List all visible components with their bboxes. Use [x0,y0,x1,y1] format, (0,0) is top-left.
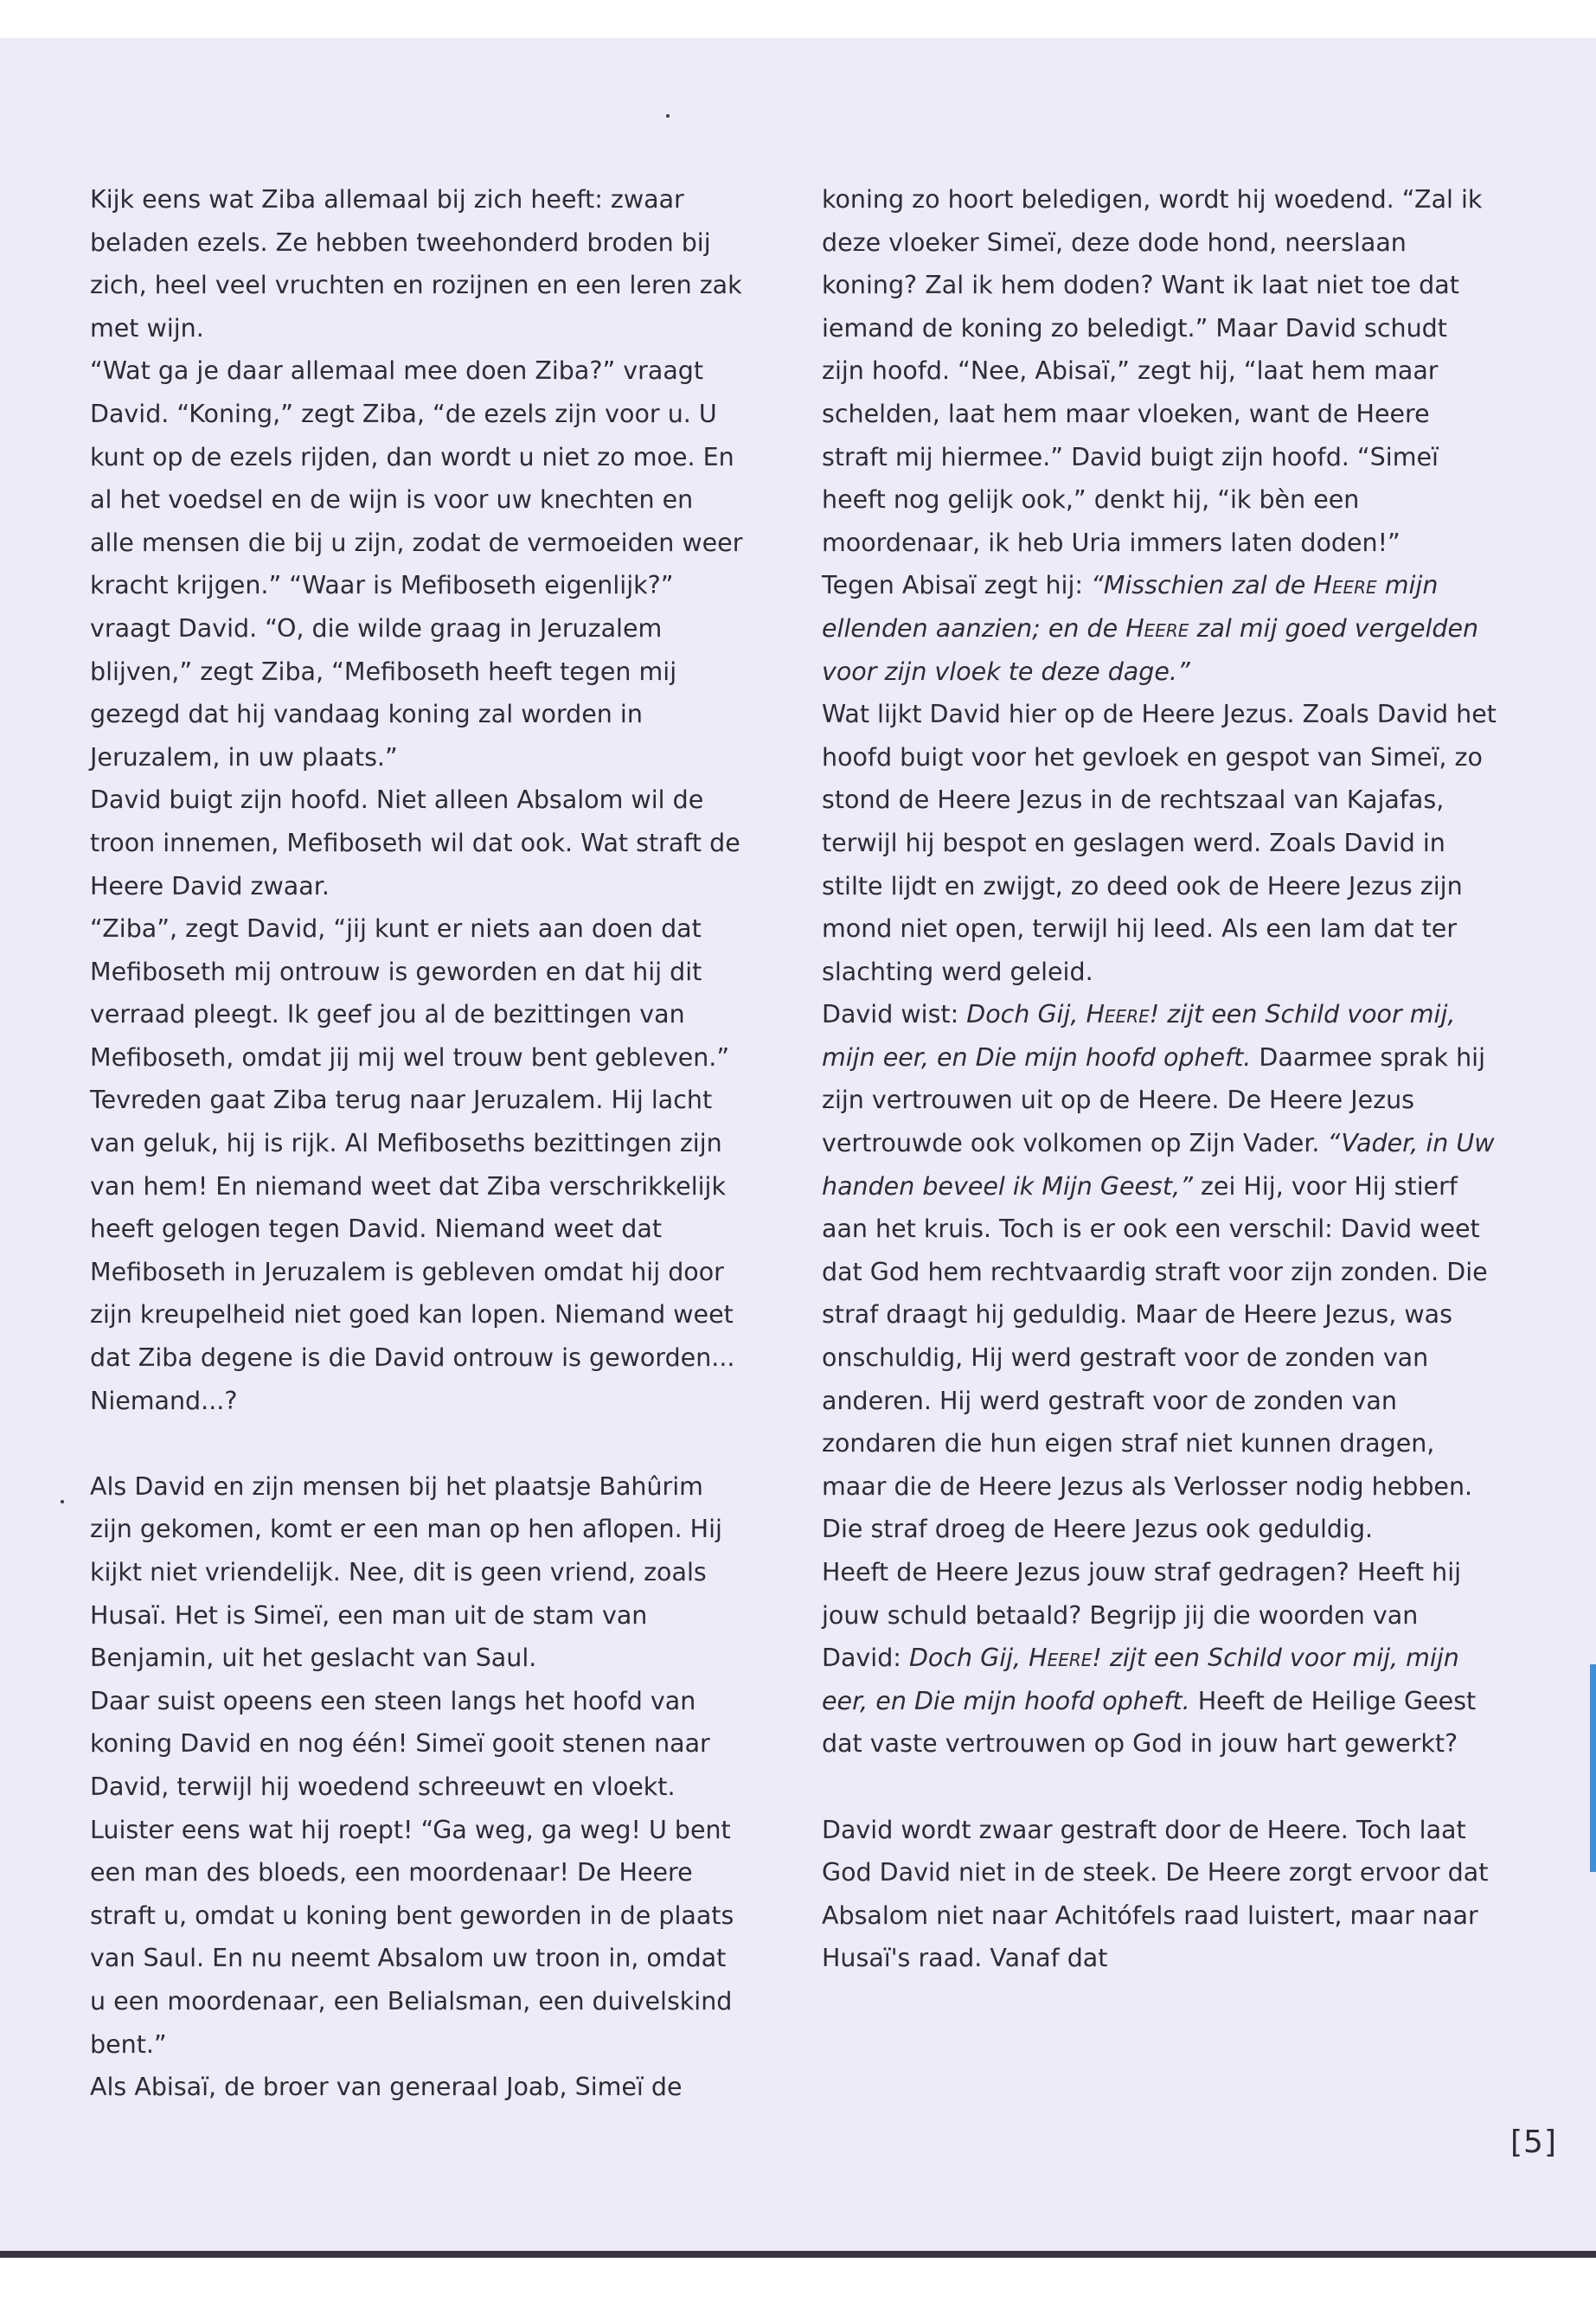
text-run: David wist: [822,1000,967,1029]
text-run: David buigt zijn hoofd. Niet alleen Absalom wil de troon innemen, Mefiboseth wil dat ook. Wat straft de Heere David zwaar. [90,785,740,901]
paragraph [90,1465,744,1680]
text-run: Daarmee sprak hij zijn vertrouwen uit op de Heere. De Heere Jezus vertrouwde ook volkomen op Zijn Vader. [822,1042,1485,1158]
paragraph [822,693,1497,993]
left-column [90,178,744,2109]
italic-run: mijn ellenden aanzien; en de [822,571,1439,643]
text-run: Wat lijkt David hier op de Heere Jezus. Zoals David het hoofd buigt voor het gevloek en gespot van Simeï, zo stond de Heere Jezus in de rechtszaal van Kajafas, terwijl hij bespot en geslagen werd. Zoals David in stilte lijdt en zwijgt, zo deed ook de Heere Jezus zijn mond niet open, terwijl hij leed. Als een lam dat ter slachting werd geleid. [822,700,1497,986]
paragraph-gap [822,1766,1497,1809]
page-bottom-edge [0,2251,1596,2258]
text-run: Tevreden gaat Ziba terug naar Jeruzalem. Hij lacht van geluk, hij is rijk. Al Mefiboseths bezittingen zijn van hem! En niemand weet dat Ziba verschrikkelijk heeft gelogen tegen David. Niemand weet dat Mefiboseth in Jeruzalem is gebleven omdat hij door zijn kreupelheid niet goed kan lopen. Niemand weet dat Ziba degene is die David ontrouw is geworden... Niemand...? [90,1086,735,1415]
text-run: Tegen Abisaï zegt hij: [822,571,1092,600]
text-run: Heeft de Heere Jezus jouw straf gedragen? Heeft hij jouw schuld betaald? Begrijp jij die woorden van David: [822,1558,1462,1673]
italic-run: ! zijt een Schild voor mij, mijn eer, en Die mijn hoofd opheft. [822,1644,1459,1715]
small-caps-run: Heere [1313,571,1377,600]
italic-run: “Vader, in Uw handen beveel ik Mijn Geest,” [822,1129,1495,1201]
small-caps-run: Heere [1029,1644,1093,1673]
text-run: Kijk eens wat Ziba allemaal bij zich heeft: zwaar beladen ezels. Ze hebben tweehonderd broden bij zich, heel veel vruchten en rozijnen en een leren zak met wijn. [90,185,742,343]
text-run: Als David en zijn mensen bij het plaatsje Bahûrim zijn gekomen, komt er een man op hen aflopen. Hij kijkt niet vriendelijk. Nee, dit is geen vriend, zoals Husaï. Het is Simeï, een man uit de stam van Benjamin, uit het geslacht van Saul. [90,1471,722,1673]
paragraph [822,1551,1497,1766]
paragraph [822,993,1497,1551]
speck [666,114,670,118]
paragraph [90,2066,744,2109]
italic-run: “Misschien zal de [1091,571,1314,600]
text-run: zei Hij, voor Hij stierf aan het kruis. Toch is er ook een verschil: David weet dat God hem rechtvaardig straft voor zijn zonden. Die straf draagt hij geduldig. Maar de Heere Jezus, was onschuldig, Hij werd gestraft voor de zonden van anderen. Hij werd gestraft voor de zonden van zondaren die hun eigen straf niet kunnen dragen, maar die de Heere Jezus als Verlosser nodig hebben. Die straf droeg de Heere Jezus ook geduldig. [822,1171,1488,1544]
blue-edge-tab [1590,1664,1596,1872]
paragraph [822,178,1497,564]
text-run: Heeft de Heilige Geest dat vaste vertrouwen op God in jouw hart gewerkt? [822,1686,1477,1759]
speck [61,1500,64,1503]
italic-run: ! zijt een Schild voor mij, mijn eer, en Die mijn hoofd opheft. [822,1000,1456,1072]
italic-run: Doch Gij, [966,1000,1086,1029]
italic-run: Doch Gij, [908,1644,1029,1673]
paragraph [90,907,744,1079]
italic-run: zal mij goed vergelden voor zijn vloek te deze dage.” [822,613,1479,686]
paragraph-gap [90,1422,744,1465]
text-run: David wordt zwaar gestraft door de Heere. Toch laat God David niet in de steek. De Heere zorgt ervoor dat Absalom niet naar Achitófels raad luistert, maar naar Husaï's raad. Vanaf dat [822,1815,1489,1973]
paragraph [90,779,744,907]
small-caps-run: Heere [1125,613,1189,643]
text-run: “Wat ga je daar allemaal mee doen Ziba?” vraagt David. “Koning,” zegt Ziba, “de ezels zijn voor u. U kunt op de ezels rijden, dan wordt u niet zo moe. En al het voedsel en de wijn is voor uw knechten en alle mensen die bij u zijn, zodat de vermoeiden weer kracht krijgen.” “Waar is Mefiboseth eigenlijk?” vraagt David. “O, die wilde graag in Jeruzalem blijven,” zegt Ziba, “Mefiboseth heeft tegen mij gezegd dat hij vandaag koning zal worden in Jeruzalem, in uw plaats.” [90,356,743,772]
text-run: Als Abisaï, de broer van generaal Joab, Simeï de [90,2073,683,2102]
text-run: “Ziba”, zegt David, “jij kunt er niets aan doen dat Mefiboseth mij ontrouw is geworden en dat hij dit verraad pleegt. Ik geef jou al de bezittingen van Mefiboseth, omdat jij mij wel trouw bent gebleven.” [90,914,730,1072]
text-run: Daar suist opeens een steen langs het hoofd van koning David en nog één! Simeï gooit stenen naar David, terwijl hij woedend schreeuwt en vloekt. Luister eens wat hij roept! “Ga weg, ga weg! U bent een man des bloeds, een moordenaar! De Heere straft u, omdat u koning bent geworden in de plaats van Saul. En nu neemt Absalom uw troon in, omdat u een moordenaar, een Belialsman, een duivelskind bent.” [90,1686,734,2059]
paragraph [90,1079,744,1422]
paragraph [822,1809,1497,1980]
right-column [822,178,1497,1980]
small-caps-run: Heere [1086,1000,1150,1029]
text-run: koning zo hoort beledigen, wordt hij woedend. “Zal ik deze vloeker Simeï, deze dode hond, neerslaan koning? Zal ik hem doden? Want ik laat niet toe dat iemand de koning zo beledigt.” Maar David schudt zijn hoofd. “Nee, Abisaï,” zegt hij, “laat hem maar schelden, laat hem maar vloeken, want de Heere straft mij hiermee.” David buigt zijn hoofd. “Simeï heeft nog gelijk ook,” denkt hij, “ik bèn een moordenaar, ik heb Uria immers laten doden!” [822,185,1483,557]
paragraph [90,1680,744,2066]
paragraph [90,349,744,779]
paragraph [822,564,1497,693]
paragraph [90,178,744,349]
book-page [0,38,1596,2258]
page-number: [5] [1510,2125,1557,2160]
